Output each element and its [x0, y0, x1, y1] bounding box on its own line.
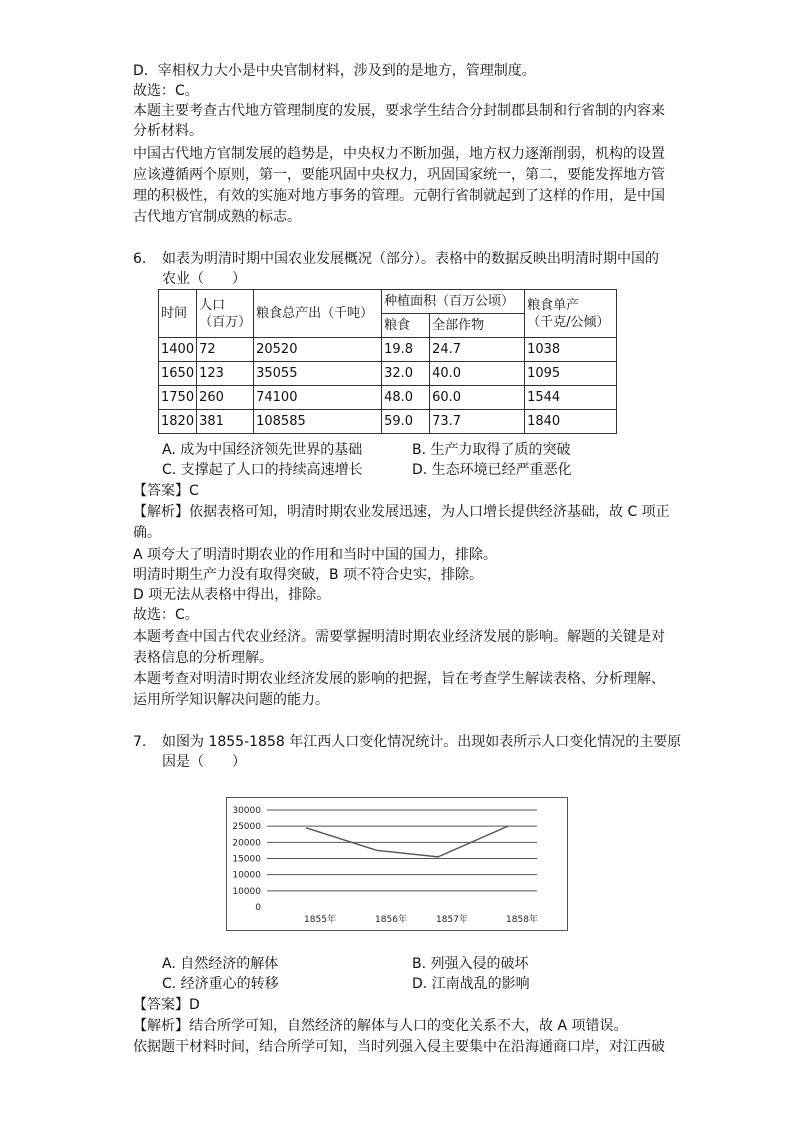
table-row — [159, 338, 617, 362]
intro-line-7: 理的积极性，有效的实施对地方事务的管理。元朝行省制就起到了这样的作用，是中国 — [133, 188, 665, 204]
q6-option-d: D. 生态环境已经严重恶化 — [412, 462, 572, 478]
intro-line-1: D．宰相权力大小是中央官制材料，涉及到的是地方，管理制度。 — [133, 63, 536, 79]
answer-value: D — [189, 997, 200, 1013]
intro-line-2: 故选：C。 — [133, 83, 199, 99]
q6-option-a: A. 成为中国经济领先世界的基础 — [162, 442, 363, 458]
answer-value: C — [189, 483, 199, 499]
q7-stem-2: 因是（ ） — [162, 754, 246, 770]
q7-option-d: D. 江南战乱的影响 — [412, 976, 530, 992]
q6-answer — [133, 481, 199, 501]
th-population-2: （百万） — [199, 314, 252, 330]
th-yield-2: （千克/公倾） — [527, 314, 610, 330]
y-tick-label: 15000 — [232, 854, 261, 865]
th-population — [197, 290, 254, 338]
q7-explanation-2: 依据题干材料时间，结合所学可知，当时列强入侵主要集中在沿海通商口岸，对江西破 — [133, 1039, 665, 1055]
cell: 59.0 — [382, 410, 430, 434]
answer-tag: 【答案】 — [133, 997, 189, 1013]
th-yield — [525, 290, 617, 338]
q6-explanation-2: 确。 — [133, 525, 161, 541]
cell: 108585 — [254, 410, 382, 434]
cell: 19.8 — [382, 338, 430, 362]
q7-option-b: B. 列强入侵的破坏 — [412, 956, 529, 972]
q6-explanation-8: 表格信息的分析理解。 — [133, 650, 273, 666]
y-tick-label: 20000 — [232, 838, 261, 849]
q6-explanation-3: A 项夸大了明清时期农业的作用和当时中国的国力，排除。 — [133, 547, 498, 563]
q6-explanation-5: D 项无法从表格中得出，排除。 — [133, 587, 331, 603]
q7-explanation-1 — [133, 1016, 627, 1036]
y-tick-label: 0 — [255, 903, 261, 913]
q7-answer — [133, 995, 200, 1015]
intro-line-8: 古代地方官制成熟的标志。 — [133, 209, 301, 225]
cell: 74100 — [254, 386, 382, 410]
th-population-1: 人口 — [199, 297, 226, 313]
y-tick-label: 10000 — [232, 886, 261, 897]
q6-explanation-6: 故选：C。 — [133, 607, 199, 623]
q6-explanation-10: 运用所学知识解决问题的能力。 — [133, 692, 329, 708]
cell: 260 — [197, 386, 254, 410]
cell: 1038 — [525, 338, 617, 362]
cell: 35055 — [254, 362, 382, 386]
explanation-tag: 【解析】 — [133, 1018, 189, 1034]
cell: 1840 — [525, 410, 617, 434]
th-area-all: 全部作物 — [430, 314, 525, 338]
cell: 20520 — [254, 338, 382, 362]
y-tick-label: 25000 — [232, 822, 261, 833]
q7-number: 7. — [133, 734, 147, 750]
intro-line-3: 本题主要考查古代地方管理制度的发展，要求学生结合分封制郡县制和行省制的内容来 — [133, 103, 665, 119]
cell: 381 — [197, 410, 254, 434]
cell: 73.7 — [430, 410, 525, 434]
x-tick-label: 1856年 — [375, 915, 407, 925]
cell: 24.7 — [430, 338, 525, 362]
q6-explanation-4: 明清时期生产力没有取得突破，B 项不符合史实，排除。 — [133, 567, 484, 583]
intro-line-4: 分析材料。 — [133, 123, 203, 139]
answer-tag: 【答案】 — [133, 483, 189, 499]
cell: 1650 — [159, 362, 197, 386]
th-time: 时间 — [159, 290, 197, 338]
table-row — [159, 410, 617, 434]
cell: 1095 — [525, 362, 617, 386]
y-tick-label: 30000 — [232, 806, 261, 816]
y-tick-label: 10000 — [232, 870, 261, 881]
cell: 1544 — [525, 386, 617, 410]
x-tick-label: 1858年 — [506, 915, 538, 925]
q6-option-c: C. 支撑起了人口的持续高速增长 — [162, 462, 363, 478]
th-area-grain: 粮食 — [382, 314, 430, 338]
x-tick-label: 1855年 — [304, 915, 336, 925]
agriculture-table — [158, 289, 617, 434]
q6-number: 6. — [133, 251, 147, 267]
cell: 72 — [197, 338, 254, 362]
cell: 1400 — [159, 338, 197, 362]
q6-explanation-1 — [133, 502, 670, 522]
q6-stem-1: 如表为明清时期中国农业发展概况（部分）。表格中的数据反映出明清时期中国的 — [162, 251, 659, 267]
q7-stem-1: 如图为 1855-1858 年江西人口变化情况统计。出现如表所示人口变化情况的主要原 — [162, 734, 682, 750]
cell: 123 — [197, 362, 254, 386]
q6-stem-2: 农业（ ） — [162, 271, 246, 287]
cell: 60.0 — [430, 386, 525, 410]
explanation-text: 依据表格可知，明清时期农业发展迅速，为人口增长提供经济基础，故 C 项正 — [189, 504, 670, 520]
cell: 1750 — [159, 386, 197, 410]
cell: 40.0 — [430, 362, 525, 386]
table-row — [159, 362, 617, 386]
q6-option-b: B. 生产力取得了质的突破 — [412, 442, 571, 458]
cell: 1820 — [159, 410, 197, 434]
q6-explanation-9: 本题考查对明清时期农业经济发展的影响的把握，旨在考查学生解读表格、分析理解、 — [133, 671, 665, 687]
population-line-chart — [226, 797, 568, 931]
cell: 32.0 — [382, 362, 430, 386]
series-line — [306, 826, 508, 857]
table-row — [159, 386, 617, 410]
th-grain-output: 粮食总产出（千吨） — [254, 290, 382, 338]
cell: 48.0 — [382, 386, 430, 410]
q7-option-c: C. 经济重心的转移 — [162, 976, 279, 992]
intro-line-6: 应该遵循两个原则，第一，要能巩固中央权力，巩固国家统一，第二，要能发挥地方管 — [133, 167, 665, 183]
explanation-text: 结合所学可知，自然经济的解体与人口的变化关系不大，故 A 项错误。 — [189, 1018, 628, 1034]
q6-explanation-7: 本题考查中国古代农业经济。需要掌握明清时期农业经济发展的影响。解题的关键是对 — [133, 629, 665, 645]
th-area: 种植面积（百万公顷） — [382, 290, 525, 314]
q7-option-a: A. 自然经济的解体 — [162, 956, 279, 972]
explanation-tag: 【解析】 — [133, 504, 189, 520]
x-tick-label: 1857年 — [436, 915, 468, 925]
chart-svg — [227, 798, 567, 930]
intro-line-5: 中国古代地方官制发展的趋势是，中央权力不断加强，地方权力逐渐削弱，机构的设置 — [133, 146, 665, 162]
th-yield-1: 粮食单产 — [527, 297, 580, 313]
